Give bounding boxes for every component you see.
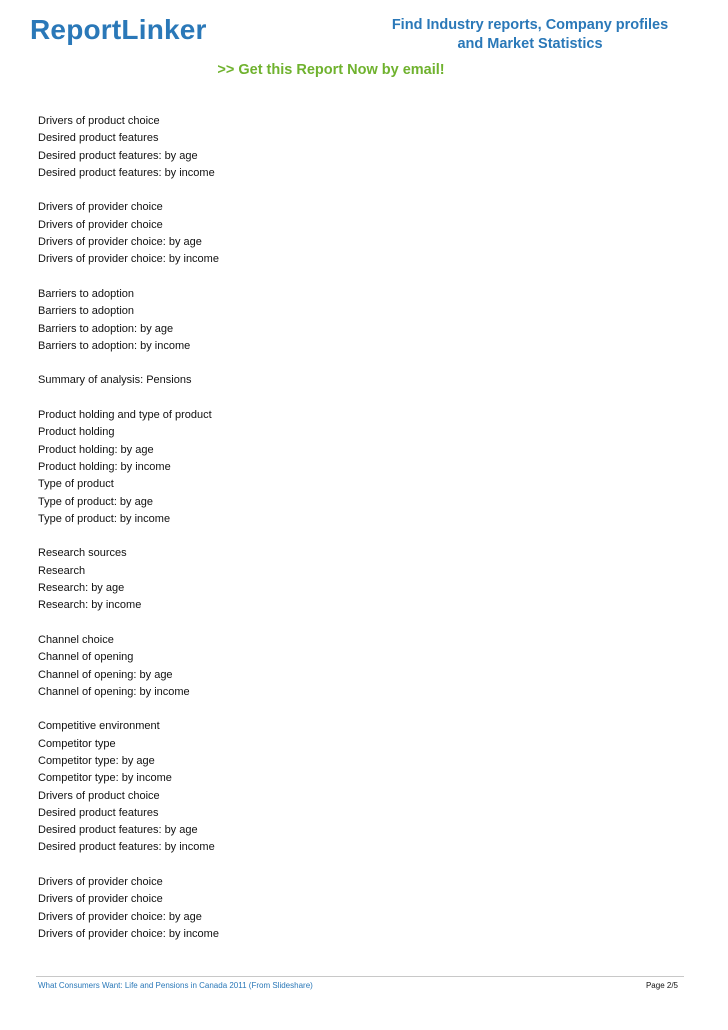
toc-entry: Type of product: by age xyxy=(38,495,153,508)
toc-entry: Barriers to adoption xyxy=(38,287,134,300)
toc-entry: Product holding: by income xyxy=(38,460,171,473)
toc-entry: Desired product features: by income xyxy=(38,166,215,179)
toc-entry: Competitive environment xyxy=(38,720,160,733)
toc-entry: Drivers of provider choice: by income xyxy=(38,927,219,940)
toc-section xyxy=(38,286,678,355)
toc-entry: Drivers of provider choice: by age xyxy=(38,236,202,249)
toc-entry: Barriers to adoption: by income xyxy=(38,339,191,352)
toc-section xyxy=(38,874,678,943)
toc-entry: Drivers of provider choice xyxy=(38,218,163,231)
toc-entry: Product holding xyxy=(38,426,115,439)
toc-entry: Drivers of provider choice xyxy=(38,201,163,214)
footer-divider xyxy=(36,976,684,977)
toc-section xyxy=(38,372,678,389)
toc-entry: Drivers of provider choice xyxy=(38,876,163,889)
table-of-contents xyxy=(38,113,678,961)
toc-entry: Research: by age xyxy=(38,582,125,595)
toc-entry: Desired product features: by age xyxy=(38,824,198,837)
toc-entry: Desired product features xyxy=(38,132,159,145)
toc-entry: Research: by income xyxy=(38,599,142,612)
reportlinker-logo[interactable]: ReportLinker xyxy=(30,14,207,45)
tagline-line-2: and Market Statistics xyxy=(457,36,603,52)
toc-entry: Type of product: by income xyxy=(38,512,171,525)
tagline-line-1: Find Industry reports, Company profiles xyxy=(391,17,669,33)
header-tagline xyxy=(380,16,680,54)
get-report-link[interactable]: >> Get this Report Now by email! xyxy=(217,62,445,78)
toc-section xyxy=(38,545,678,614)
toc-section xyxy=(38,113,678,182)
toc-entry: Product holding and type of product xyxy=(38,409,212,422)
toc-entry: Barriers to adoption: by age xyxy=(38,322,174,335)
toc-entry: Product holding: by age xyxy=(38,443,154,456)
page-number: Page 2/5 xyxy=(645,981,678,990)
toc-section xyxy=(38,632,678,701)
toc-entry: Channel of opening: by age xyxy=(38,668,173,681)
toc-entry: Summary of analysis: Pensions xyxy=(38,374,192,387)
toc-entry: Research xyxy=(38,564,86,577)
toc-entry: Competitor type: by age xyxy=(38,754,155,767)
toc-entry: Type of product xyxy=(38,478,114,491)
toc-entry: Desired product features: by age xyxy=(38,149,198,162)
toc-entry: Desired product features xyxy=(38,806,159,819)
get-report-banner xyxy=(0,62,728,78)
toc-entry: Drivers of provider choice xyxy=(38,893,163,906)
toc-entry: Channel of opening xyxy=(38,651,134,664)
toc-entry: Channel of opening: by income xyxy=(38,685,190,698)
toc-entry: Drivers of provider choice: by age xyxy=(38,910,202,923)
toc-section xyxy=(38,199,678,268)
toc-section xyxy=(38,407,678,528)
toc-entry: Channel choice xyxy=(38,633,114,646)
toc-entry: Barriers to adoption xyxy=(38,305,134,318)
toc-entry: Drivers of product choice xyxy=(38,115,160,127)
toc-entry: Research sources xyxy=(38,547,127,560)
source-document-link[interactable]: What Consumers Want: Life and Pensions in Canada 2011 (From Slideshare) xyxy=(38,981,313,990)
footer-source xyxy=(38,981,313,990)
toc-section xyxy=(38,718,678,856)
toc-entry: Competitor type: by income xyxy=(38,772,172,785)
toc-entry: Competitor type xyxy=(38,737,116,750)
toc-entry: Drivers of product choice xyxy=(38,789,160,802)
toc-entry: Drivers of provider choice: by income xyxy=(38,253,219,266)
toc-entry: Desired product features: by income xyxy=(38,841,215,854)
